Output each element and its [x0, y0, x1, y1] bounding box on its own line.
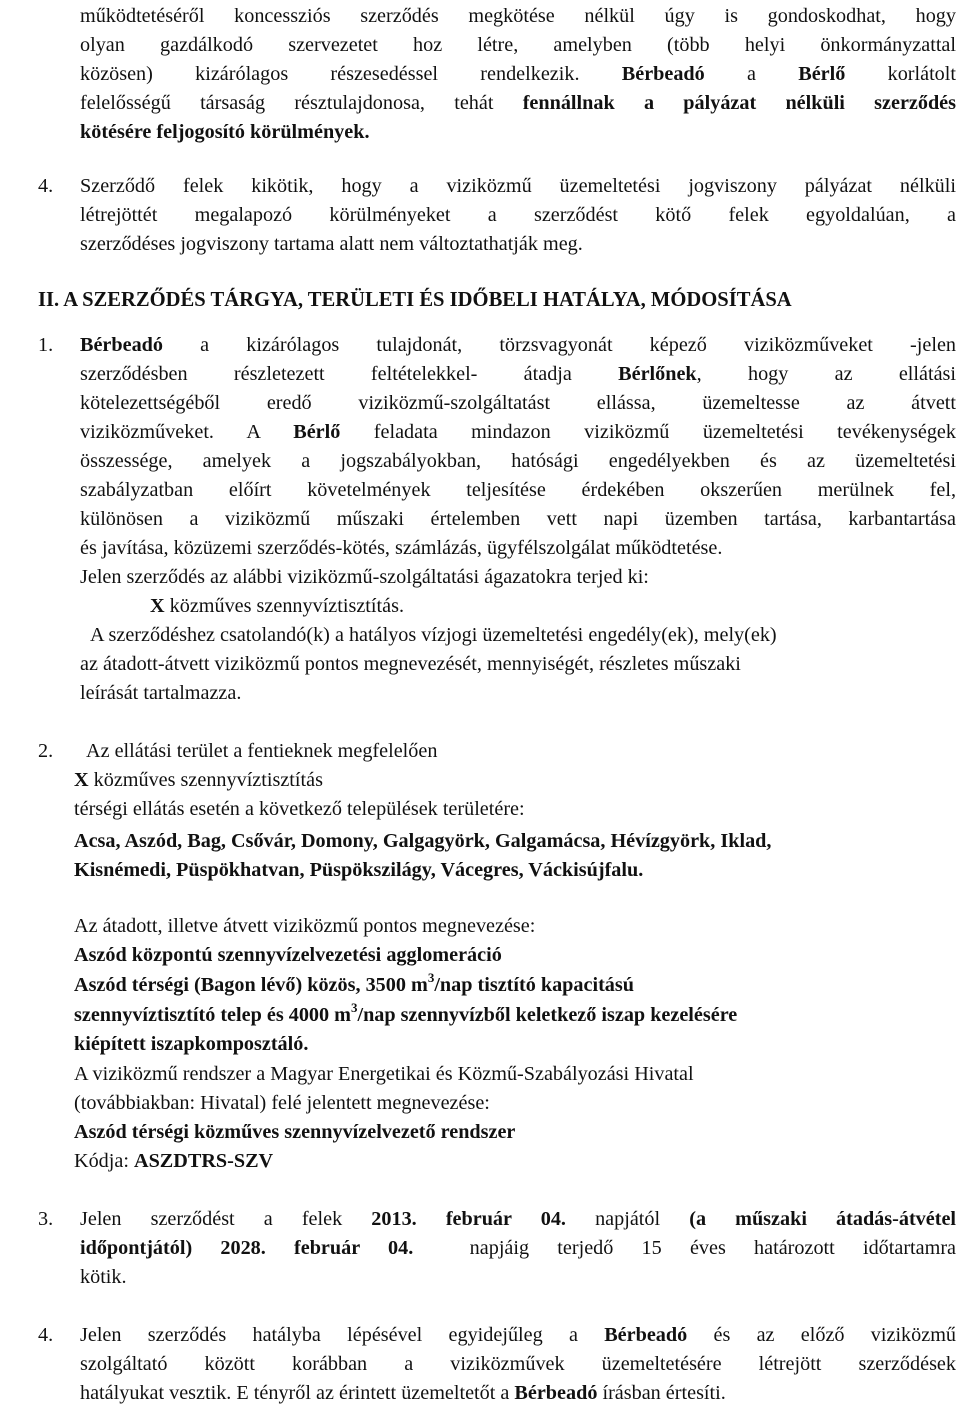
item-number: 3.: [38, 1208, 54, 1230]
text: közműves szennyvíztisztítás: [88, 769, 323, 791]
bold-term: Bérbeadó: [80, 334, 163, 356]
item1-line: [80, 331, 956, 360]
bold-term: (a műszaki átadás-átvétel: [689, 1208, 957, 1230]
text: közműves szennyvíztisztítás.: [164, 595, 404, 617]
text: és az előző viziközmű: [687, 1324, 956, 1346]
item-number: 1.: [38, 334, 54, 356]
text: szerződésben részletezett feltételekkel- átadja: [80, 363, 619, 385]
item1-line: [80, 360, 956, 389]
item2-line: Kisnémedi, Püspökhatvan, Püspökszilágy, Vácegres, Váckisújfalu.: [74, 859, 644, 881]
bold-term: X: [150, 595, 165, 617]
text: korlátolt: [845, 63, 956, 85]
item-number: 4.: [38, 175, 54, 197]
bold-term: Bérlőnek: [618, 363, 697, 385]
item2-line: [74, 971, 950, 1000]
bold-term: időpontjától) 2028. február 04.: [80, 1237, 414, 1259]
text: Jelen szerződést a felek: [80, 1208, 372, 1230]
text: közösen) kizárólagos részesedéssel rendelkezik.: [80, 63, 622, 85]
item2-line: [74, 1001, 950, 1030]
item1-line: és javítása, közüzemi szerződés-kötés, számlázás, ügyfélszolgálat működtetése.: [80, 537, 723, 559]
item1-line: [80, 418, 956, 447]
item1-line: az átadott-átvett viziközmű pontos megnevezését, mennyiségét, részletes műszaki: [80, 653, 741, 675]
bold-term: Bérbeadó: [621, 63, 705, 85]
text: napjától: [565, 1208, 690, 1230]
bold-term: Bérbeadó: [604, 1324, 688, 1346]
point4-line: létrejöttét megalapozó körülményeket a szerződést kötő felek egyoldalúan, a: [80, 204, 956, 226]
item3-line: kötik.: [80, 1266, 127, 1288]
text: írásban értesíti.: [597, 1382, 726, 1404]
item3-line: [80, 1234, 956, 1263]
item2-line: Aszód központú szennyvízelvezetési agglomeráció: [74, 944, 502, 966]
superscript: 3: [350, 1000, 358, 1015]
item2-line: Aszód térségi közműves szennyvízelvezető rendszer: [74, 1121, 516, 1143]
item2-line: Az átadott, illetve átvett viziközmű pontos megnevezése:: [74, 915, 536, 937]
intro-line: [80, 89, 956, 118]
bold-term: Bérlő: [798, 63, 846, 85]
text: Aszód térségi (Bagon lévő) közös, 3500 m: [74, 974, 428, 996]
text: a: [704, 63, 799, 85]
item2-line: Acsa, Aszód, Bag, Csővár, Domony, Galgagyörk, Galgamácsa, Hévízgyörk, Iklad,: [74, 830, 772, 852]
point4-line: szerződéses jogviszony tartama alatt nem változtathatják meg.: [80, 233, 583, 255]
item4-line: szolgáltató között korábban a viziközművek üzemeltetésére létrejött szerződések: [80, 1353, 956, 1375]
item1-line: leírását tartalmazza.: [80, 682, 242, 704]
item1-line: összessége, amelyek a jogszabályokban, hatósági engedélyekben és az üzemeltetési: [80, 450, 956, 472]
text: Kódja:: [74, 1150, 134, 1172]
item4-line: [80, 1321, 956, 1350]
bold-term: Bérbeadó: [514, 1382, 598, 1404]
item1-line: kötelezettségéből eredő viziközmű-szolgáltatást ellássa, üzemeltesse az átvett: [80, 392, 956, 414]
bold-term: 2013. február 04.: [371, 1208, 566, 1230]
item1-line: Jelen szerződés az alábbi viziközmű-szolgáltatási ágazatokra terjed ki:: [80, 566, 649, 588]
item1-line: [150, 592, 850, 621]
text: hatályukat vesztik. E tényről az érintett üzemeltetőt a: [80, 1382, 515, 1404]
text: /nap tisztító kapacitású: [434, 974, 634, 996]
item2-line: kiépített iszapkomposztáló.: [74, 1033, 309, 1055]
item2-line: A viziközmű rendszer a Magyar Energetikai és Közmű-Szabályozási Hivatal: [74, 1063, 694, 1085]
intro-line: működtetéséről koncessziós szerződés megkötése nélkül úgy is gondoskodhat, hogy: [80, 5, 956, 27]
item4-line: [80, 1379, 956, 1408]
item2-line: [74, 766, 950, 795]
intro-line: kötésére feljogosító körülmények.: [80, 121, 370, 143]
item1-line: különösen a viziközmű műszaki értelemben vett napi üzemben tartása, karbantartása: [80, 508, 956, 530]
text: viziközműveket. A: [80, 421, 294, 443]
text: napjáig terjedő 15 éves határozott időtartamra: [413, 1237, 957, 1259]
item3-line: [80, 1205, 956, 1234]
text: Jelen szerződés hatályba lépésével egyidejűleg a: [80, 1324, 605, 1346]
text: , hogy az ellátási: [696, 363, 957, 385]
intro-line: olyan gazdálkodó szervezetet hoz létre, amelyben (több helyi önkormányzattal: [80, 34, 956, 56]
item-number: 4.: [38, 1324, 54, 1346]
intro-line: [80, 60, 956, 89]
superscript: 3: [427, 970, 435, 985]
item1-line: szabályzatban előírt követelmények teljesítése érdekében okszerűen merülnek fel,: [80, 479, 956, 501]
text: feladata mindazon viziközmű üzemeltetési tevékenységek: [340, 421, 956, 443]
text: felelősségű társaság résztulajdonosa, tehát: [80, 92, 523, 114]
item2-line: (továbbiakban: Hivatal) felé jelentett megnevezése:: [74, 1092, 490, 1114]
item1-line: A szerződéshez csatolandó(k) a hatályos vízjogi üzemeltetési engedély(ek), mely(ek): [90, 624, 777, 646]
bold-term: Bérlő: [293, 421, 341, 443]
bold-term: ASZDTRS-SZV: [134, 1150, 274, 1172]
bold-term: fennállnak a pályázat nélküli szerződés: [522, 92, 956, 114]
point4-line: Szerződő felek kikötik, hogy a viziközmű üzemeltetési jogviszony pályázat nélküli: [80, 175, 956, 197]
item-number: 2.: [38, 740, 54, 762]
text: /nap szennyvízből keletkező iszap kezelésére: [357, 1004, 738, 1026]
item2-line: Az ellátási terület a fentieknek megfelelően: [86, 740, 438, 762]
text: szennyvíztisztító telep és 4000 m: [74, 1004, 351, 1026]
section-heading: II. A SZERZŐDÉS TÁRGYA, TERÜLETI ÉS IDŐBELI HATÁLYA, MÓDOSÍTÁSA: [38, 289, 792, 311]
item2-line: térségi ellátás esetén a következő települések területére:: [74, 798, 525, 820]
bold-term: X: [74, 769, 89, 791]
item2-line: [74, 1147, 950, 1176]
text: a kizárólagos tulajdonát, törzsvagyonát képező viziközműveket -jelen: [163, 334, 956, 356]
